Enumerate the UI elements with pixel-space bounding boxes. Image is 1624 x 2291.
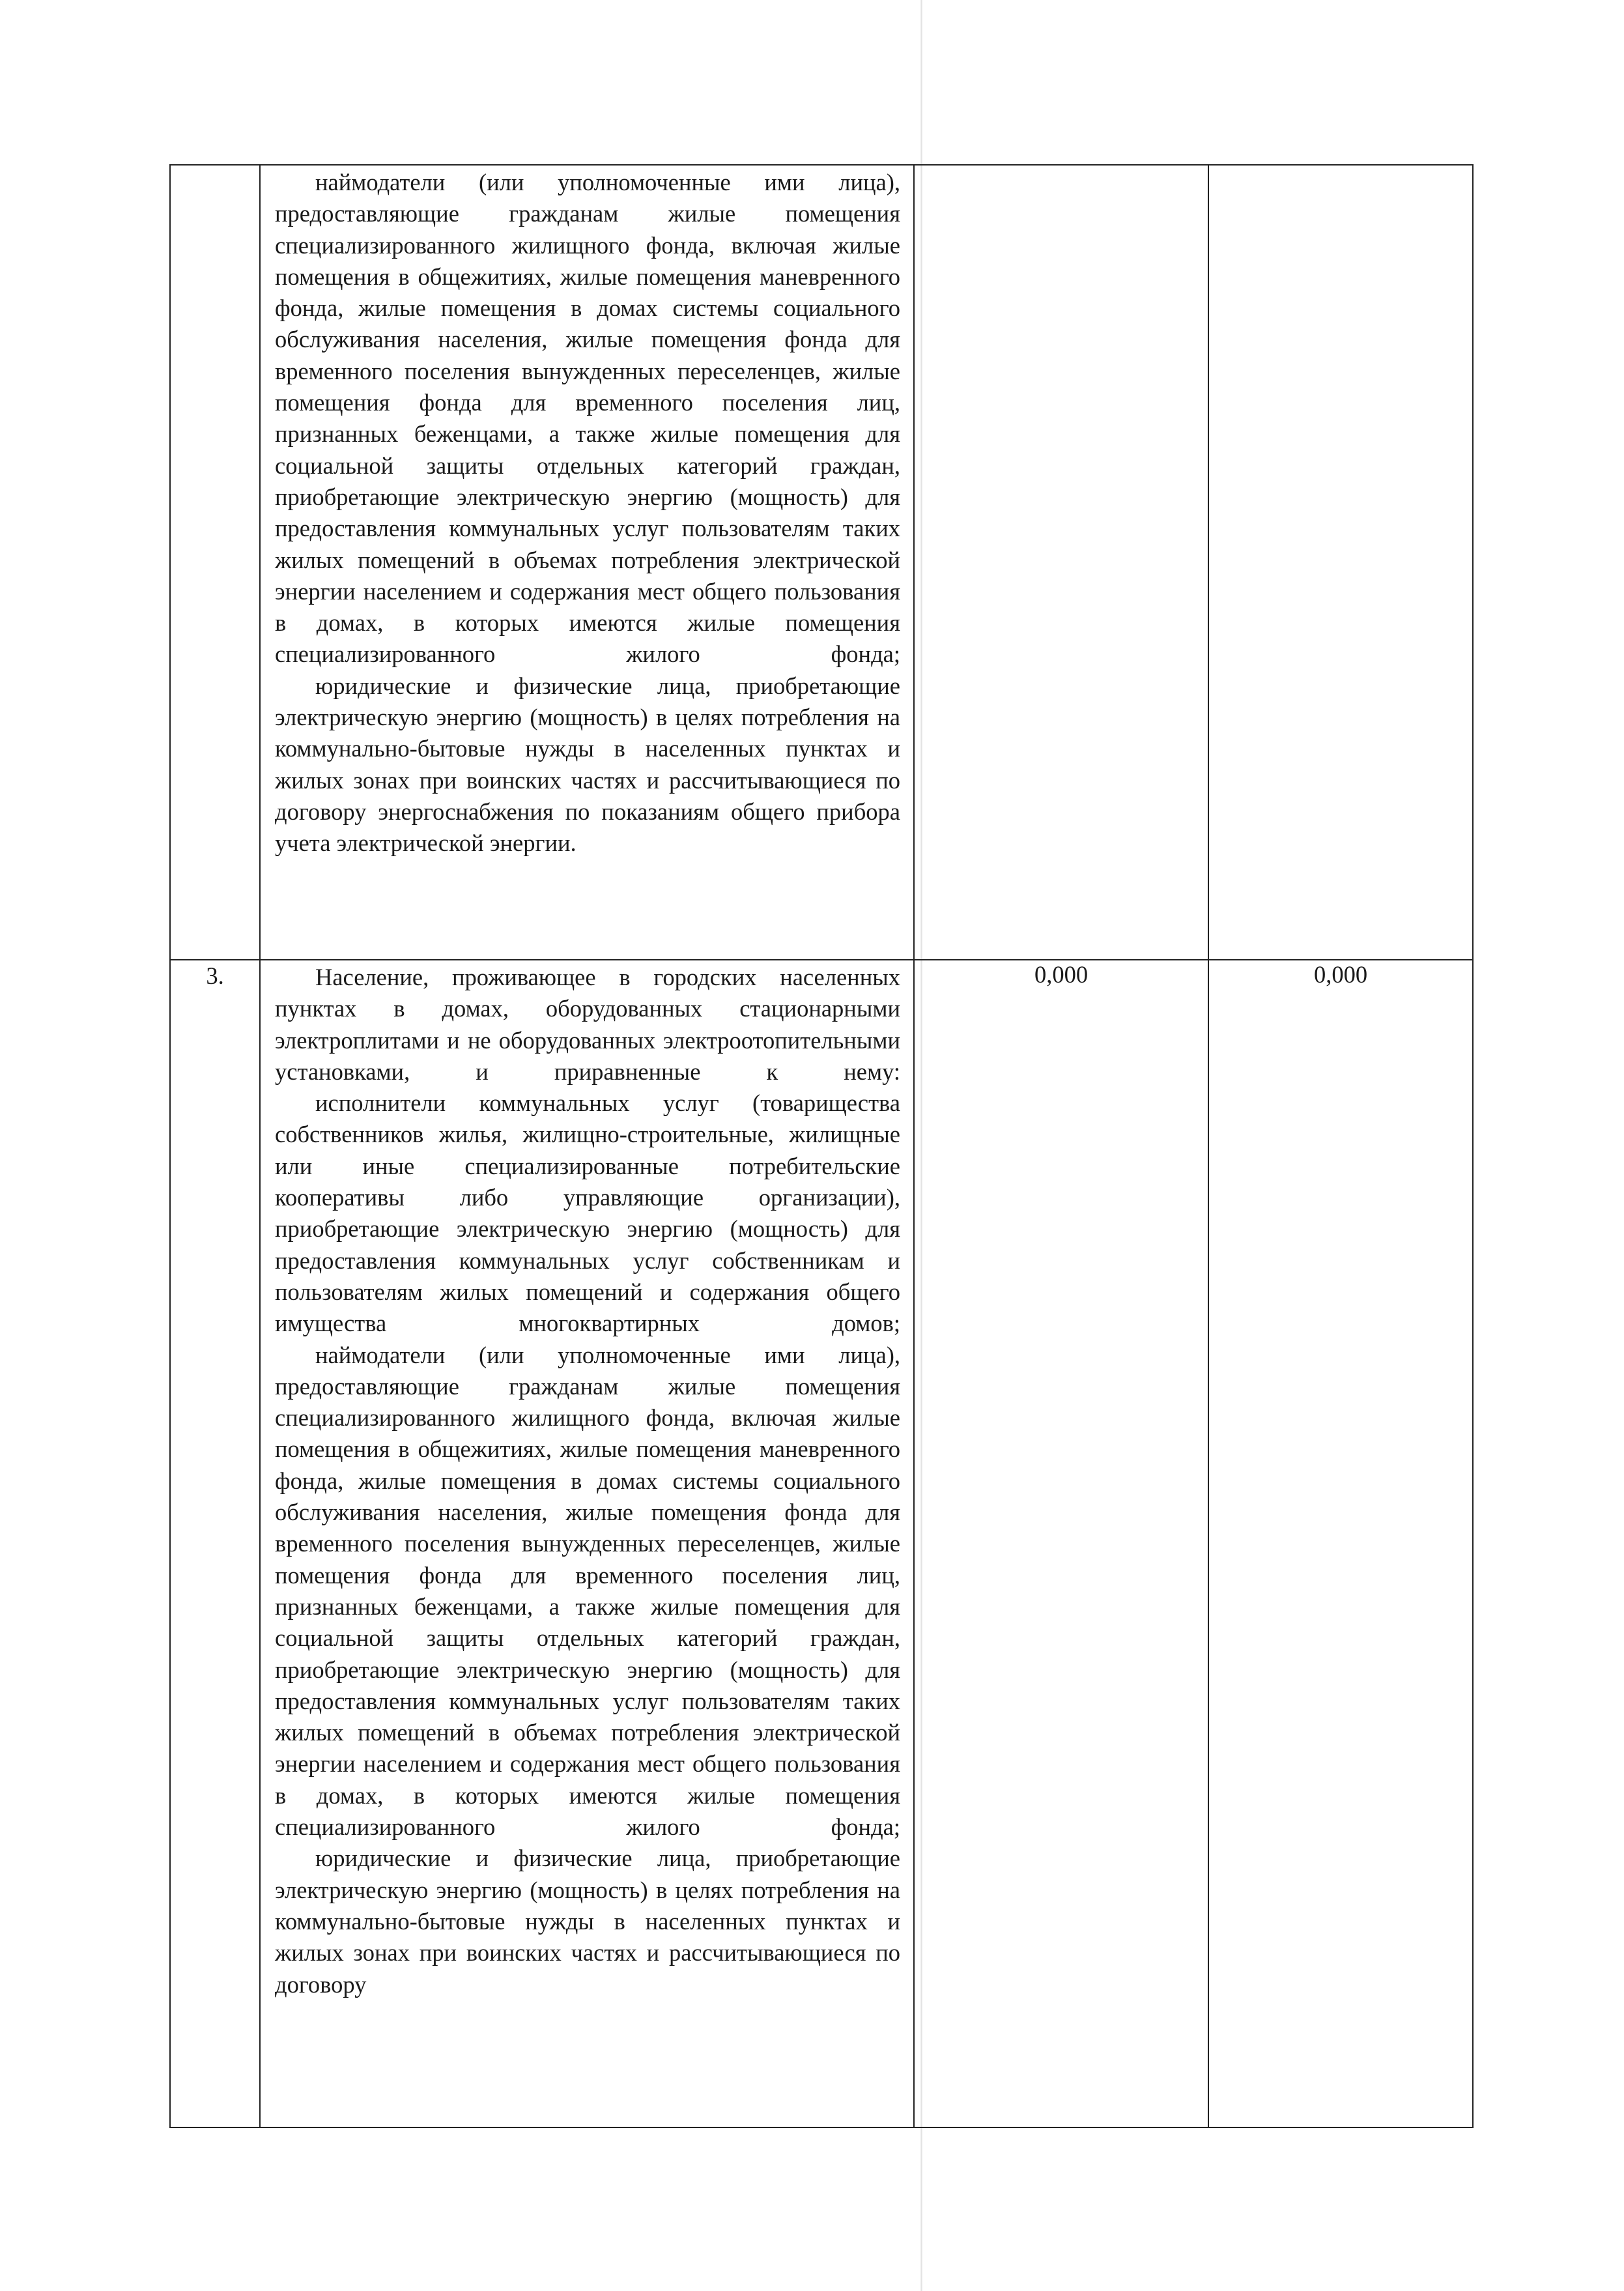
value-cell-1 xyxy=(914,165,1208,960)
table-row xyxy=(170,960,1473,2127)
description-cell xyxy=(260,165,914,960)
tariff-value-1: 0,000 xyxy=(1034,961,1089,988)
value-cell-2 xyxy=(1208,165,1473,960)
paragraph: Население, проживающее в городских населенных пунктах в домах, оборудованных стационарными электроплитами и не оборудованных электроотопительными установками, и приравненные к нему: xyxy=(275,964,900,1085)
tariff-value-2: 0,000 xyxy=(1313,961,1368,988)
row-number-cell xyxy=(170,165,260,960)
tariff-table xyxy=(169,164,1474,2128)
table-row xyxy=(170,165,1473,960)
paragraph: юридические и физические лица, приобретающие электрическую энергию (мощность) в целях потребления на коммунально-бытовые нужды в населенных пунктах и жилых зонах при воинских частях и рассчитывающиеся по договору xyxy=(275,1845,900,1998)
value-cell-1 xyxy=(914,960,1208,2127)
paragraph: наймодатели (или уполномоченные ими лица), предоставляющие гражданам жилые помещения специализированного жилищного фонда, включая жилые помещения в общежитиях, жилые помещения маневренного фонда, жилые помещения в домах системы социального обслуживания населения, жилые помещения фонда для временного поселения вынужденных переселенцев, жилые помещения фонда для временного поселения лиц, признанных беженцами, а также жилые помещения для социальной защиты отдельных категорий граждан, приобретающие электрическую энергию (мощность) для предоставления коммунальных услуг пользователям таких жилых помещений в объемах потребления электрической энергии населением и содержания мест общего пользования в домах, в которых имеются жилые помещения специализированного жилого фонда; xyxy=(275,169,900,668)
paragraph: наймодатели (или уполномоченные ими лица), предоставляющие гражданам жилые помещения специализированного жилищного фонда, включая жилые помещения в общежитиях, жилые помещения маневренного фонда, жилые помещения в домах системы социального обслуживания населения, жилые помещения фонда для временного поселения вынужденных переселенцев, жилые помещения фонда для временного поселения лиц, признанных беженцами, а также жилые помещения для социальной защиты отдельных категорий граждан, приобретающие электрическую энергию (мощность) для предоставления коммунальных услуг пользователям таких жилых помещений в объемах потребления электрической энергии населением и содержания мест общего пользования в домах, в которых имеются жилые помещения специализированного жилого фонда; xyxy=(275,1341,900,1841)
description-cell xyxy=(260,960,914,2127)
value-cell-2 xyxy=(1208,960,1473,2127)
row-number-cell xyxy=(170,960,260,2127)
row-number: 3. xyxy=(206,962,224,989)
paragraph: исполнители коммунальных услуг (товарищества собственников жилья, жилищно-строительные, жилищные или иные специализированные потребительские кооперативы либо управляющие организации), приобретающие электрическую энергию (мощность) для предоставления коммунальных услуг собственникам и пользователям жилых помещений и содержания общего имущества многоквартирных домов; xyxy=(275,1089,900,1337)
paragraph: юридические и физические лица, приобретающие электрическую энергию (мощность) в целях потребления на коммунально-бытовые нужды в населенных пунктах и жилых зонах при воинских частях и рассчитывающиеся по договору энергоснабжения по показаниям общего прибора учета электрической энергии. xyxy=(275,672,900,857)
